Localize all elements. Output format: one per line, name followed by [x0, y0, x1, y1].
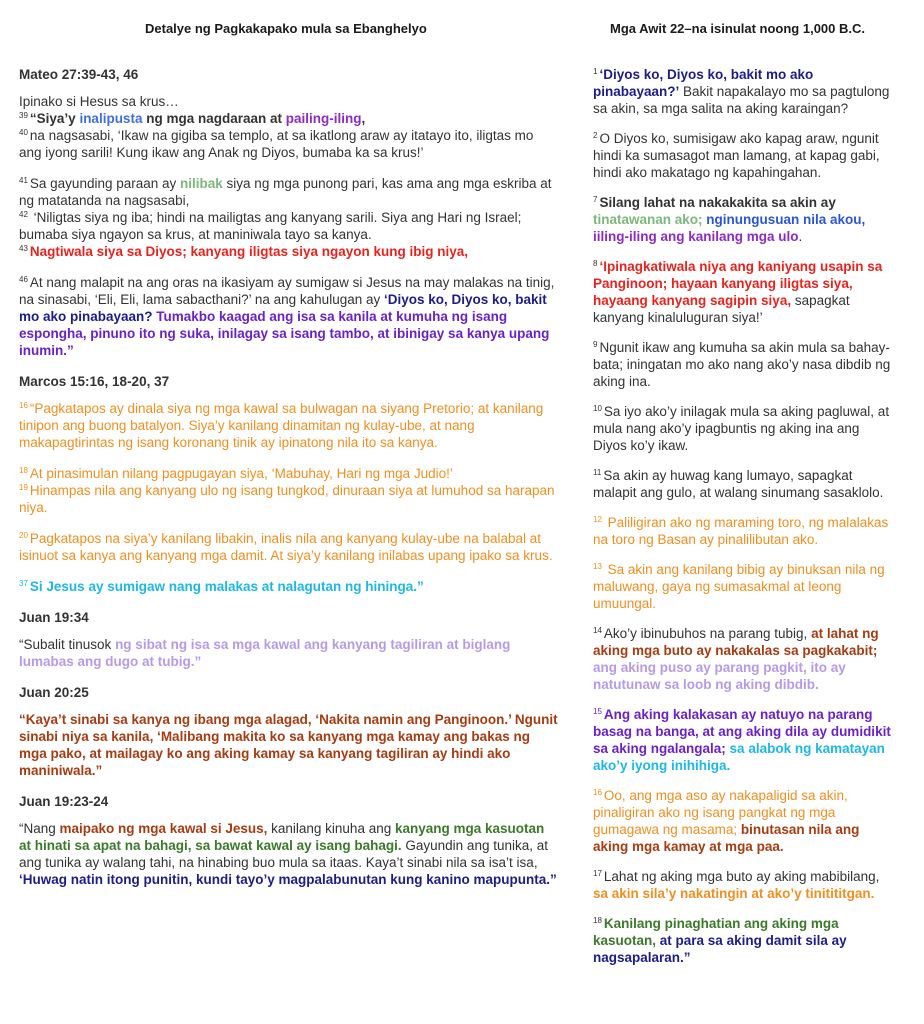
marcos-verse-20: $^{20}$ Pagkatapos na siya’y kanilang libakin, inalis nila ang kanyang kulay-ube na balabal at isinuot sa kanya ang kanyang mga damit. At siya’y kanilang inilabas upang ipako sa krus.: [19, 531, 553, 563]
gospel-column-header: Detalye ng Pagkakapako mula sa Ebanghelyo: [145, 21, 427, 36]
juan-19-34-reference: Juan 19:34: [19, 610, 89, 625]
verse-19: $^{19}$ Hinampas nila ang kanyang ulo ng isang tungkod, dinuraan siya at lumuhod sa harapan niya.: [19, 483, 555, 515]
mateo-passage-a: [19, 93, 559, 161]
mateo-passage-b: [19, 175, 559, 260]
juan-19-23-text: “Nang maipako ng mga kawal si Jesus, kanilang kinuha ang kanyang mga kasuotan at hinati sa apat na bahagi, sa bawat kawal ay isang bahagi. Gayundin ang tunika, at ang tunika ay walang tahi, na hinabing buo mula sa itaas. Kaya’t sinabi nila sa isa’t isa, ‘Huwag natin itong punitin, kundi tayo’y magpalabunutan kung kanino mapupunta.”: [19, 821, 557, 887]
juan-20-25-reference: Juan 20:25: [19, 685, 89, 700]
psalm-verse-17: $^{17}$ Lahat ng aking mga buto ay aking mabibilang, sa akin sila’y nakatingin at ako’y tinitititgan.: [593, 869, 880, 901]
juan-19-34-text: “Subalit tinusok ng sibat ng isa sa mga kawal ang kanyang tagiliran at biglang lumabas ang dugo at tubig.”: [19, 637, 511, 669]
psalm-verse-11: $^{11}$ Sa akin ay huwag kang lumayo, sapagkat malapit ang gulo, at walang sinumang sasaklolo.: [593, 468, 884, 500]
psalm-column-header: Mga Awit 22–na isinulat noong 1,000 B.C.: [610, 21, 865, 36]
marcos-verse-37: $^{37}$ Si Jesus ay sumigaw nang malakas at nalagutan ng hininga.”: [19, 579, 424, 594]
verse-40: $^{40}$ na nagsasabi, ‘Ikaw na gigiba sa templo, at sa ikatlong araw ay itatayo ito, iligtas mo ang iyong sarili! Kung ikaw ang Anak ng Diyos, bumaba ka sa krus!’: [19, 128, 534, 160]
psalm-verse-12: $^{12}$ Paliligiran ako ng maraming toro, ng malalakas na toro ng Basan ay pinalilibutan ako.: [593, 515, 889, 547]
psalm-verse-7: $^7$ Silang lahat na nakakakita sa akin ay tinatawanan ako; nginungusuan nila akou, iiling-iling ang kanilang mga ulo.: [593, 195, 866, 244]
mateo-reference: Mateo 27:39-43, 46: [19, 67, 139, 82]
psalm-verse-10: $^{10}$ Sa iyo ako’y inilagak mula sa aking pagluwal, at mula nang ako’y ipagbuntis ng aking ina ang Diyos ko’y ikaw.: [593, 404, 890, 453]
verse-41: $^{41}$ Sa gayunding paraan ay nilibak siya ng mga punong pari, kas ama ang mga eskriba at ng matatanda na nagsasabi,: [19, 176, 552, 208]
verse-46: $^{46}$ At nang malapit na ang oras na ikasiyam ay sumigaw si Jesus na may malakas na tinig, na sinasabi, ‘Eli, Eli, lama sabacthani?’ na ang kahulugan ay ‘Diyos ko, Diyos ko, bakit mo ako pinabayaan? Tumakbo kaagad ang isa sa kanila at kumuha ng isang espongha, pinuno ito ng suka, inilagay sa isang tambo, at ibinigay sa kanya upang inumin.”: [19, 275, 555, 358]
psalm-verse-8: $^8$ ‘Ipinagkatiwala niya ang kaniyang usapin sa Panginoon; hayaan kanyang iligtas siya, hayaang kanyang sagipin siya, sapagkat kanyang kinaluluguran siya!’: [593, 259, 883, 325]
marcos-verses-18-19: [19, 465, 559, 516]
psalm-verse-18: $^{18}$ Kanilang pinaghatian ang aking mga kasuotan, at para sa aking damit sila ay nagsapalaran.”: [593, 916, 847, 965]
marcos-reference: Marcos 15:16, 18-20, 37: [19, 374, 170, 389]
verse-42: $^{42}$ ‘Niligtas siya ng iba; hindi na mailigtas ang kanyang sarili. Siya ang Hari ng Israel; bumaba siya ngayon sa krus, at maniniwala tayo sa kanya.: [19, 210, 522, 242]
juan-19-23-reference: Juan 19:23-24: [19, 794, 109, 809]
psalm-verse-14: $^{14}$ Ako’y ibinubuhos na parang tubig, at lahat ng aking mga buto ay nakakalas sa pagkakabit; ang aking puso ay parang pagkit, ito ay natutunaw sa loob ng aking dibdib.: [593, 626, 879, 692]
psalm-verse-1: $^1$ ‘Diyos ko, Diyos ko, bakit mo ako pinabayaan?’ Bakit napakalayo mo sa pagtulong sa akin, sa mga salita na aking karaingan?: [593, 67, 890, 116]
psalm-verse-2: $^2$ O Diyos ko, sumisigaw ako kapag araw, ngunit hindi ka sumasagot man lamang, at kapag gabi, hindi ako makatago ng kapahingahan.: [593, 131, 880, 180]
psalm-verse-15: $^{15}$ Ang aking kalakasan ay natuyo na parang basag na banga, at ang aking dila ay dumidikit sa aking ngalangala; sa alabok ng kamatayan ako’y iyong inihihiga.: [593, 707, 891, 773]
verse-39: $^{39}$ “Siya’y inalipusta ng mga nagdaraan at pailing-iling,: [19, 111, 366, 126]
mateo-passage-c: [19, 274, 559, 359]
verse-43: $^{43}$ Nagtiwala siya sa Diyos; kanyang iligtas siya ngayon kung ibig niya,: [19, 244, 469, 259]
verse-18: $^{18}$ At pinasimulan nilang pagpugayan siya, ‘Mabuhay, Hari ng mga Judio!’: [19, 466, 453, 481]
psalm-verse-9: $^9$ Ngunit ikaw ang kumuha sa akin mula sa bahay-bata; iningatan mo ako nang ako’y nasa dibdib ng aking ina.: [593, 340, 891, 389]
juan-20-25-text: “Kaya’t sinabi sa kanya ng ibang mga alagad, ‘Nakita namin ang Panginoon.’ Ngunit sinabi niya sa kanila, ‘Malibang makita ko sa kanyang mga kamay ang bakas ng mga pako, at mailagay ko ang aking kamay sa kanyang tagiliran ay hindi ako maniniwala.”: [19, 712, 558, 778]
intro-line: Ipinako si Hesus sa krus…: [19, 94, 179, 109]
psalm-verse-16: $^{16}$ Oo, ang mga aso ay nakapaligid sa akin, pinaligiran ako ng isang pangkat ng mga gumagawa ng masama; binutasan nila ang aking mga kamay at mga paa.: [593, 788, 860, 854]
marcos-verse-16: $^{16}$ “Pagkatapos ay dinala siya ng mga kawal sa bulwagan na siyang Pretorio; at kanilang tinipon ang buong batalyon. Siya’y kanilang dinamitan ng kulay-ube, at nang makapagtirintas ng isang koronang tinik ay ipinatong nila ito sa kanya.: [19, 401, 544, 450]
psalm-verse-13: $^{13}$ Sa akin ang kanilang bibig ay binuksan nila ng maluwang, gaya ng sumasakmal at leong umuungal.: [593, 562, 885, 611]
